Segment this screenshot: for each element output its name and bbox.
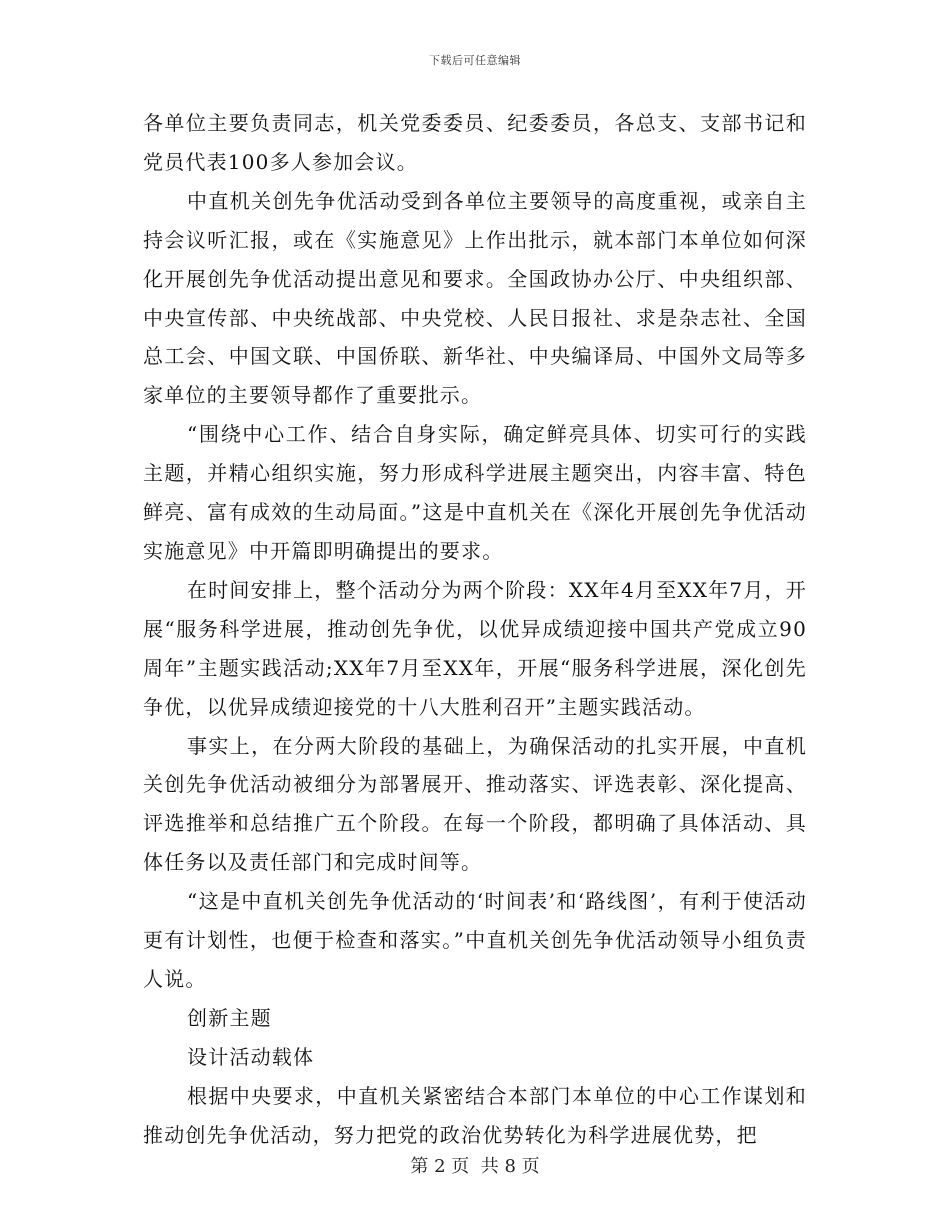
total-pages-number: 8 <box>504 1156 516 1177</box>
section-subheading: 设计活动载体 <box>187 1044 315 1069</box>
paragraph: “这是中直机关创先争优活动的‘时间表’和‘路线图’，有利于使活动更有计划性，也便于检查和落实。”中直机关创先争优活动领导小组负责人说。 <box>143 889 807 991</box>
page-label-middle: 页 共 <box>451 1156 499 1177</box>
section-heading: 创新主题 <box>187 1005 272 1030</box>
paragraph: 中直机关创先争优活动受到各单位主要领导的高度重视，或亲自主持会议听汇报，或在《实施意见》上作出批示，就本部门本单位如何深化开展创先争优活动提出意见和要求。全国政协办公厅、中央组织部、中央宣传部、中央统战部、中央党校、人民日报社、求是杂志社、全国总工会、中国文联、中国侨联、新华社、中央编译局、中国外文局等多家单位的主要领导都作了重要批示。 <box>143 188 807 408</box>
page-footer <box>0 1152 950 1178</box>
page-label-suffix: 页 <box>521 1156 540 1177</box>
page-label-prefix: 第 <box>410 1156 429 1177</box>
page-header: 下载后可任意编辑 <box>429 54 521 67</box>
current-page-number: 2 <box>434 1156 446 1177</box>
paragraph-continued: 各单位主要负责同志，机关党委委员、纪委委员，各总支、支部书记和党员代表100多人参加会议。 <box>143 111 807 174</box>
paragraph: 根据中央要求，中直机关紧密结合本部门本单位的中心工作谋划和推动创先争优活动，努力把党的政治优势转化为科学进展优势，把 <box>143 1083 807 1147</box>
paragraph: 事实上，在分两大阶段的基础上，为确保活动的扎实开展，中直机关创先争优活动被细分为部署展开、推动落实、评选表彰、深化提高、评选推举和总结推广五个阶段。在每一个阶段，都明确了具体活动、具体任务以及责任部门和完成时间等。 <box>143 733 807 875</box>
document-body <box>143 104 807 1154</box>
paragraph: 在时间安排上，整个活动分为两个阶段：XX年4月至XX年7月，开展“服务科学进展，推动创先争优，以优异成绩迎接中国共产党成立90周年”主题实践活动;XX年7月至XX年，开展“服务科学进展，深化创先争优，以优异成绩迎接党的十八大胜利召开”主题实践活动。 <box>143 577 807 719</box>
paragraph: “围绕中心工作、结合自身实际，确定鲜亮具体、切实可行的实践主题，并精心组织实施，努力形成科学进展主题突出，内容丰富、特色鲜亮、富有成效的生动局面。”这是中直机关在《深化开展创先争优活动实施意见》中开篇即明确提出的要求。 <box>143 422 807 563</box>
